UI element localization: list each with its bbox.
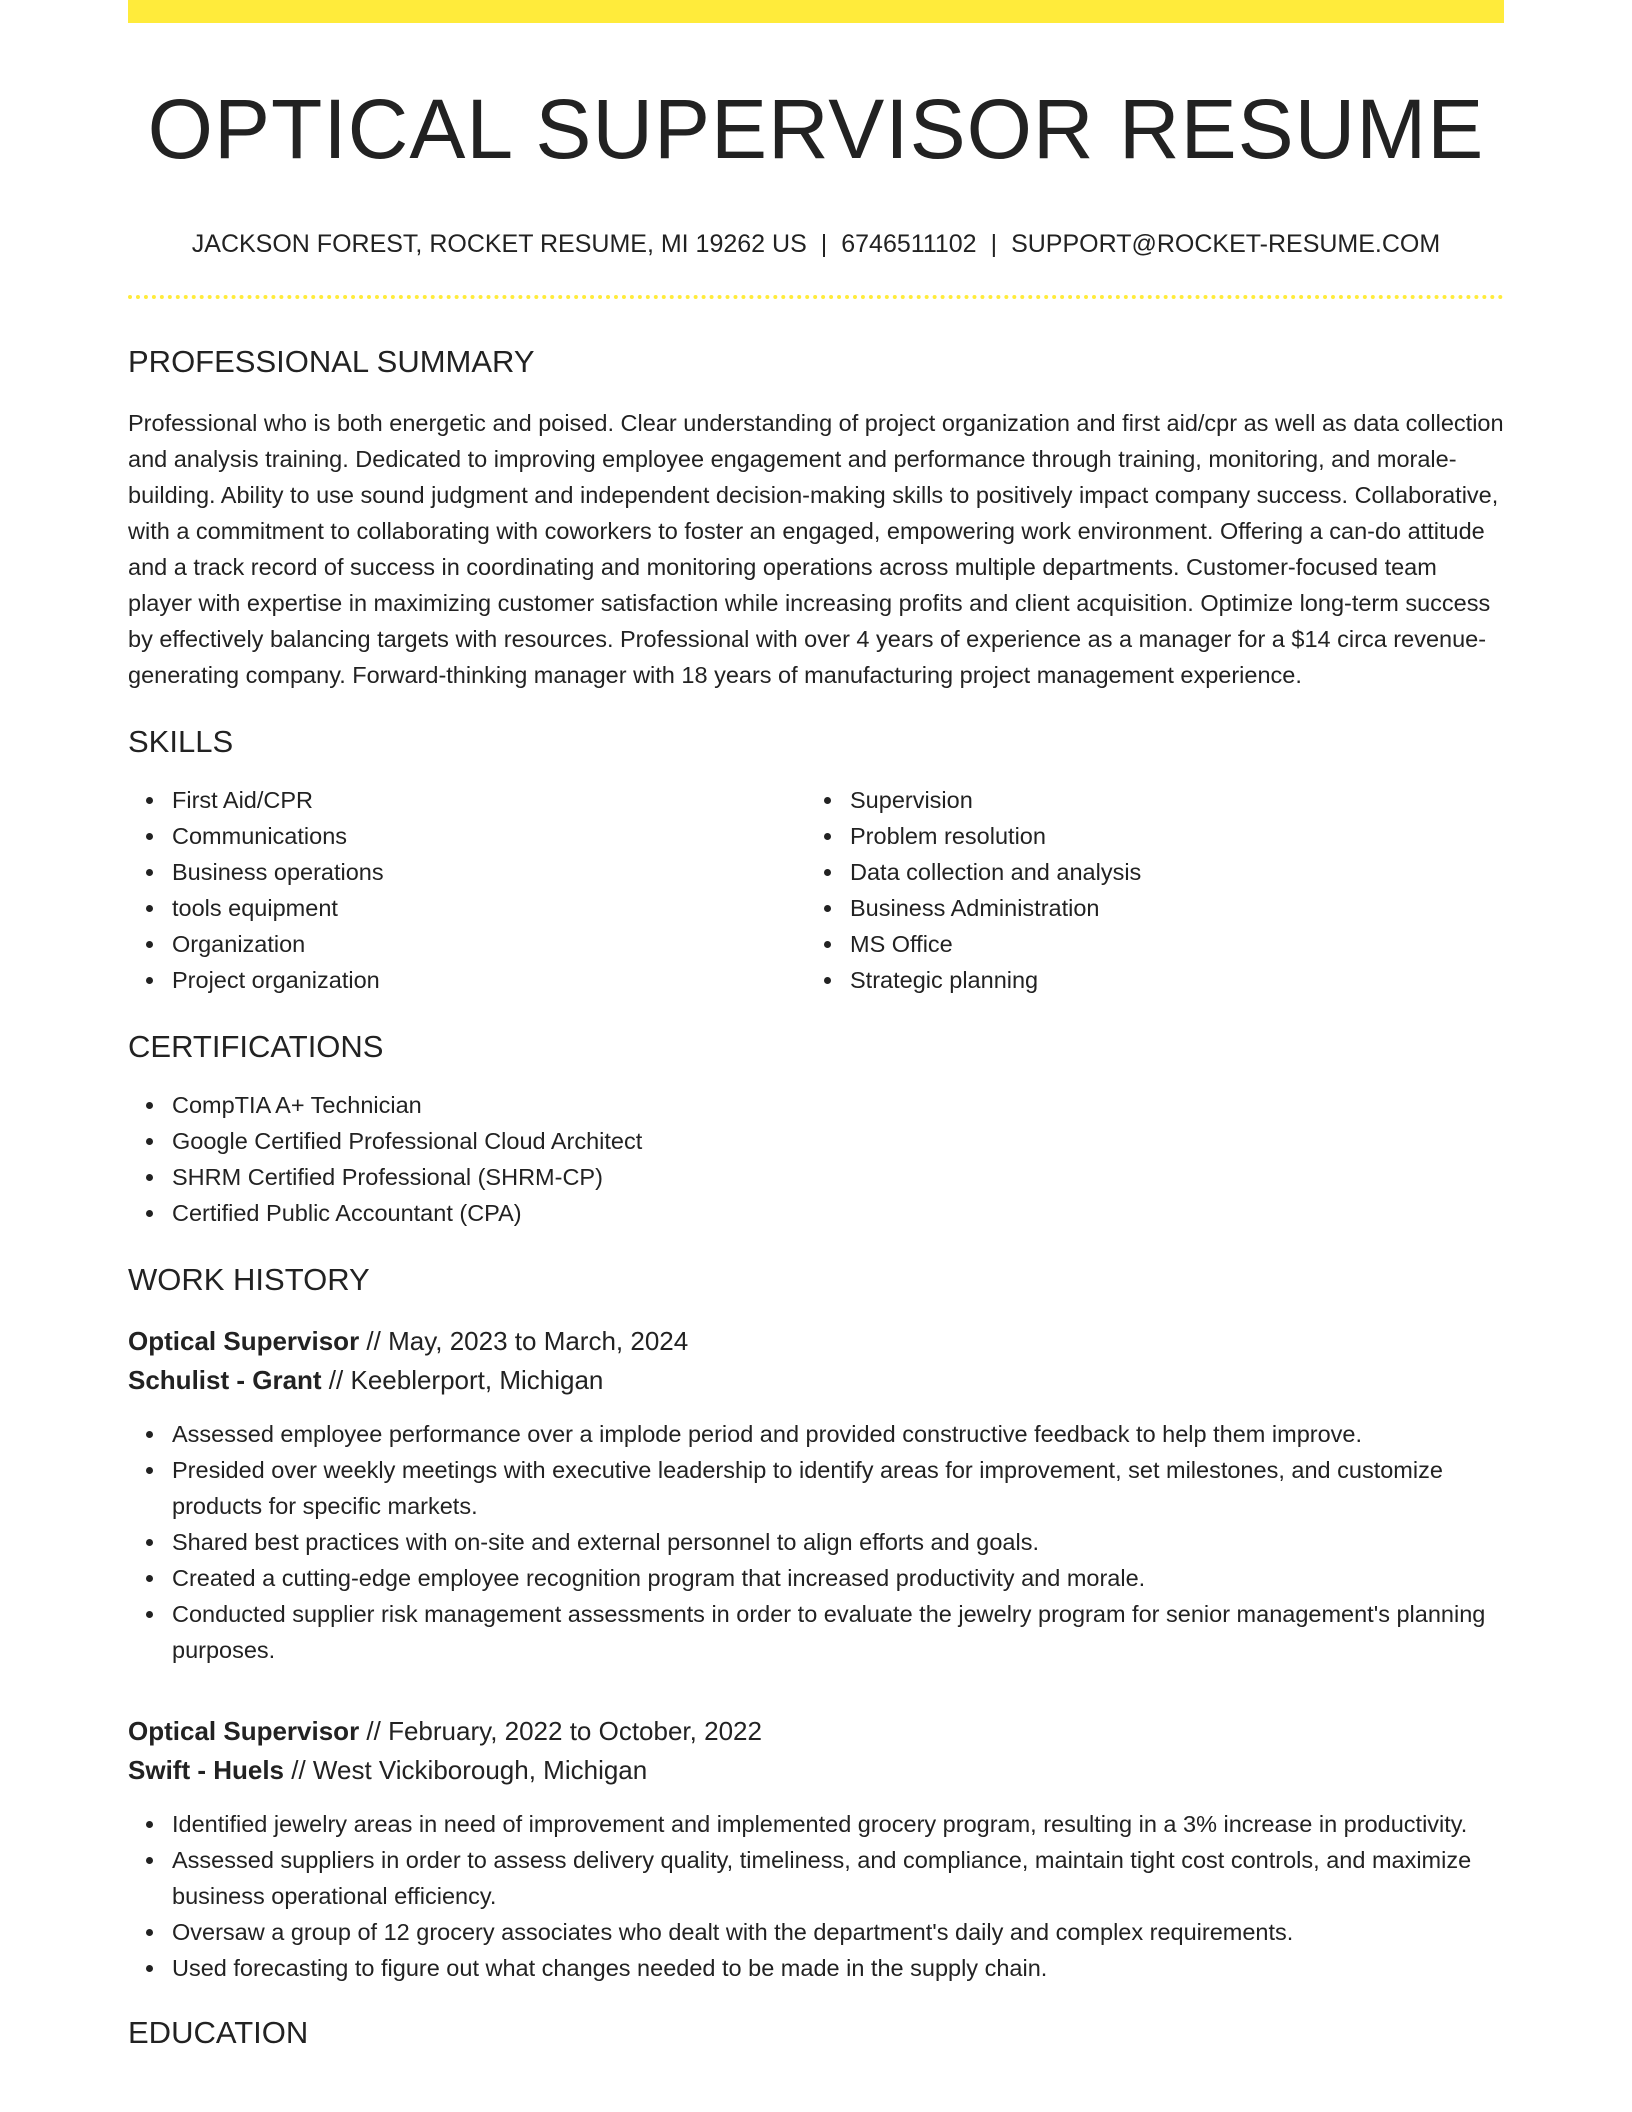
job-company: Swift - Huels [128,1755,285,1786]
job-bullet: Identified jewelry areas in need of improvement and implemented grocery program, resulting in a 3% increase in productivity. [172,1806,1504,1842]
job-bullet: Oversaw a group of 12 grocery associates who dealt with the department's daily and complex requirements. [172,1914,1504,1950]
skill-item: Communications [172,818,806,854]
dotted-divider [128,295,1504,299]
certification-item: SHRM Certified Professional (SHRM-CP) [172,1159,1504,1195]
skill-item: First Aid/CPR [172,782,806,818]
summary-text: Professional who is both energetic and poised. Clear understanding of project organization and first aid/cpr as well as data collection and analysis training. Dedicated to improving employee engagement and performance through training, monitoring, and morale-building. Ability to use sound judgment and independent decision-making skills to positively impact company success. Collaborative, with a commitment to collaborating with coworkers to foster an engaged, empowering work environment. Offering a can-do attitude and a track record of success in coordinating and monitoring operations across multiple departments. Customer-focused team player with expertise in maximizing customer satisfaction while increasing profits and client acquisition. Optimize long-term success by effectively balancing targets with resources. Professional with over 4 years of experience as a manager for a $14 circa revenue-generating company. Forward-thinking manager with 18 years of manufacturing project management experience. [128,409,1504,688]
skill-item: Project organization [172,962,806,998]
skill-item: Business Administration [850,890,1484,926]
certification-item: Certified Public Accountant (CPA) [172,1195,1504,1231]
accent-top-bar [128,0,1504,23]
job-role: Optical Supervisor [128,1716,360,1747]
job-bullet: Used forecasting to figure out what changes needed to be made in the supply chain. [172,1950,1504,1986]
skill-item: Problem resolution [850,818,1484,854]
certification-item: CompTIA A+ Technician [172,1087,1504,1123]
contact-separator: | [990,230,998,259]
job-location: // West Vickiborough, Michigan [284,1755,648,1786]
job-role: Optical Supervisor [128,1326,360,1357]
job-bullet: Conducted supplier risk management assessments in order to evaluate the jewelry program for senior management's planning purposes. [172,1596,1504,1668]
certifications-list [128,1087,1504,1231]
education-heading: EDUCATION [128,2015,309,2051]
skill-item: tools equipment [172,890,806,926]
contact-address: JACKSON FOREST, ROCKET RESUME, MI 19262 US [191,230,807,259]
job-company-line [128,1361,1504,1400]
job-role-line [128,1712,1504,1751]
job-bullet: Shared best practices with on-site and external personnel to align efforts and goals. [172,1524,1504,1560]
job-company-line [128,1751,1504,1790]
job-dates: // February, 2022 to October, 2022 [359,1716,762,1747]
skills-heading: SKILLS [128,723,234,759]
work-history-heading: WORK HISTORY [128,1261,370,1297]
job-bullets [128,1416,1504,1668]
skill-item: Data collection and analysis [850,854,1484,890]
skills-columns [128,782,1504,998]
skills-right-list [806,782,1484,998]
contact-line [128,229,1504,259]
job-location: // Keeblerport, Michigan [321,1365,604,1396]
job-bullet: Assessed employee performance over a implode period and provided constructive feedback to help them improve. [172,1416,1504,1452]
resume-title: OPTICAL SUPERVISOR RESUME [147,82,1485,176]
contact-email: SUPPORT@ROCKET-RESUME.COM [1011,230,1441,259]
skill-item: MS Office [850,926,1484,962]
contact-separator: | [820,230,828,259]
skill-item: Organization [172,926,806,962]
job-bullets [128,1806,1504,1986]
skill-item: Business operations [172,854,806,890]
skill-item: Strategic planning [850,962,1484,998]
contact-phone: 6746511102 [841,230,977,259]
skills-left-list [128,782,806,998]
certification-item: Google Certified Professional Cloud Architect [172,1123,1504,1159]
job-entry [128,1322,1504,1668]
job-dates: // May, 2023 to March, 2024 [359,1326,689,1357]
skill-item: Supervision [850,782,1484,818]
summary-heading: PROFESSIONAL SUMMARY [128,344,535,380]
job-entry [128,1712,1504,1986]
job-role-line [128,1322,1504,1361]
job-company: Schulist - Grant [128,1365,322,1396]
resume-page [128,0,1504,2051]
job-bullet: Assessed suppliers in order to assess delivery quality, timeliness, and compliance, maintain tight cost controls, and maximize business operational efficiency. [172,1842,1504,1914]
job-bullet: Created a cutting-edge employee recognition program that increased productivity and morale. [172,1560,1504,1596]
job-bullet: Presided over weekly meetings with executive leadership to identify areas for improvement, set milestones, and customize products for specific markets. [172,1452,1504,1524]
certifications-heading: CERTIFICATIONS [128,1028,384,1064]
